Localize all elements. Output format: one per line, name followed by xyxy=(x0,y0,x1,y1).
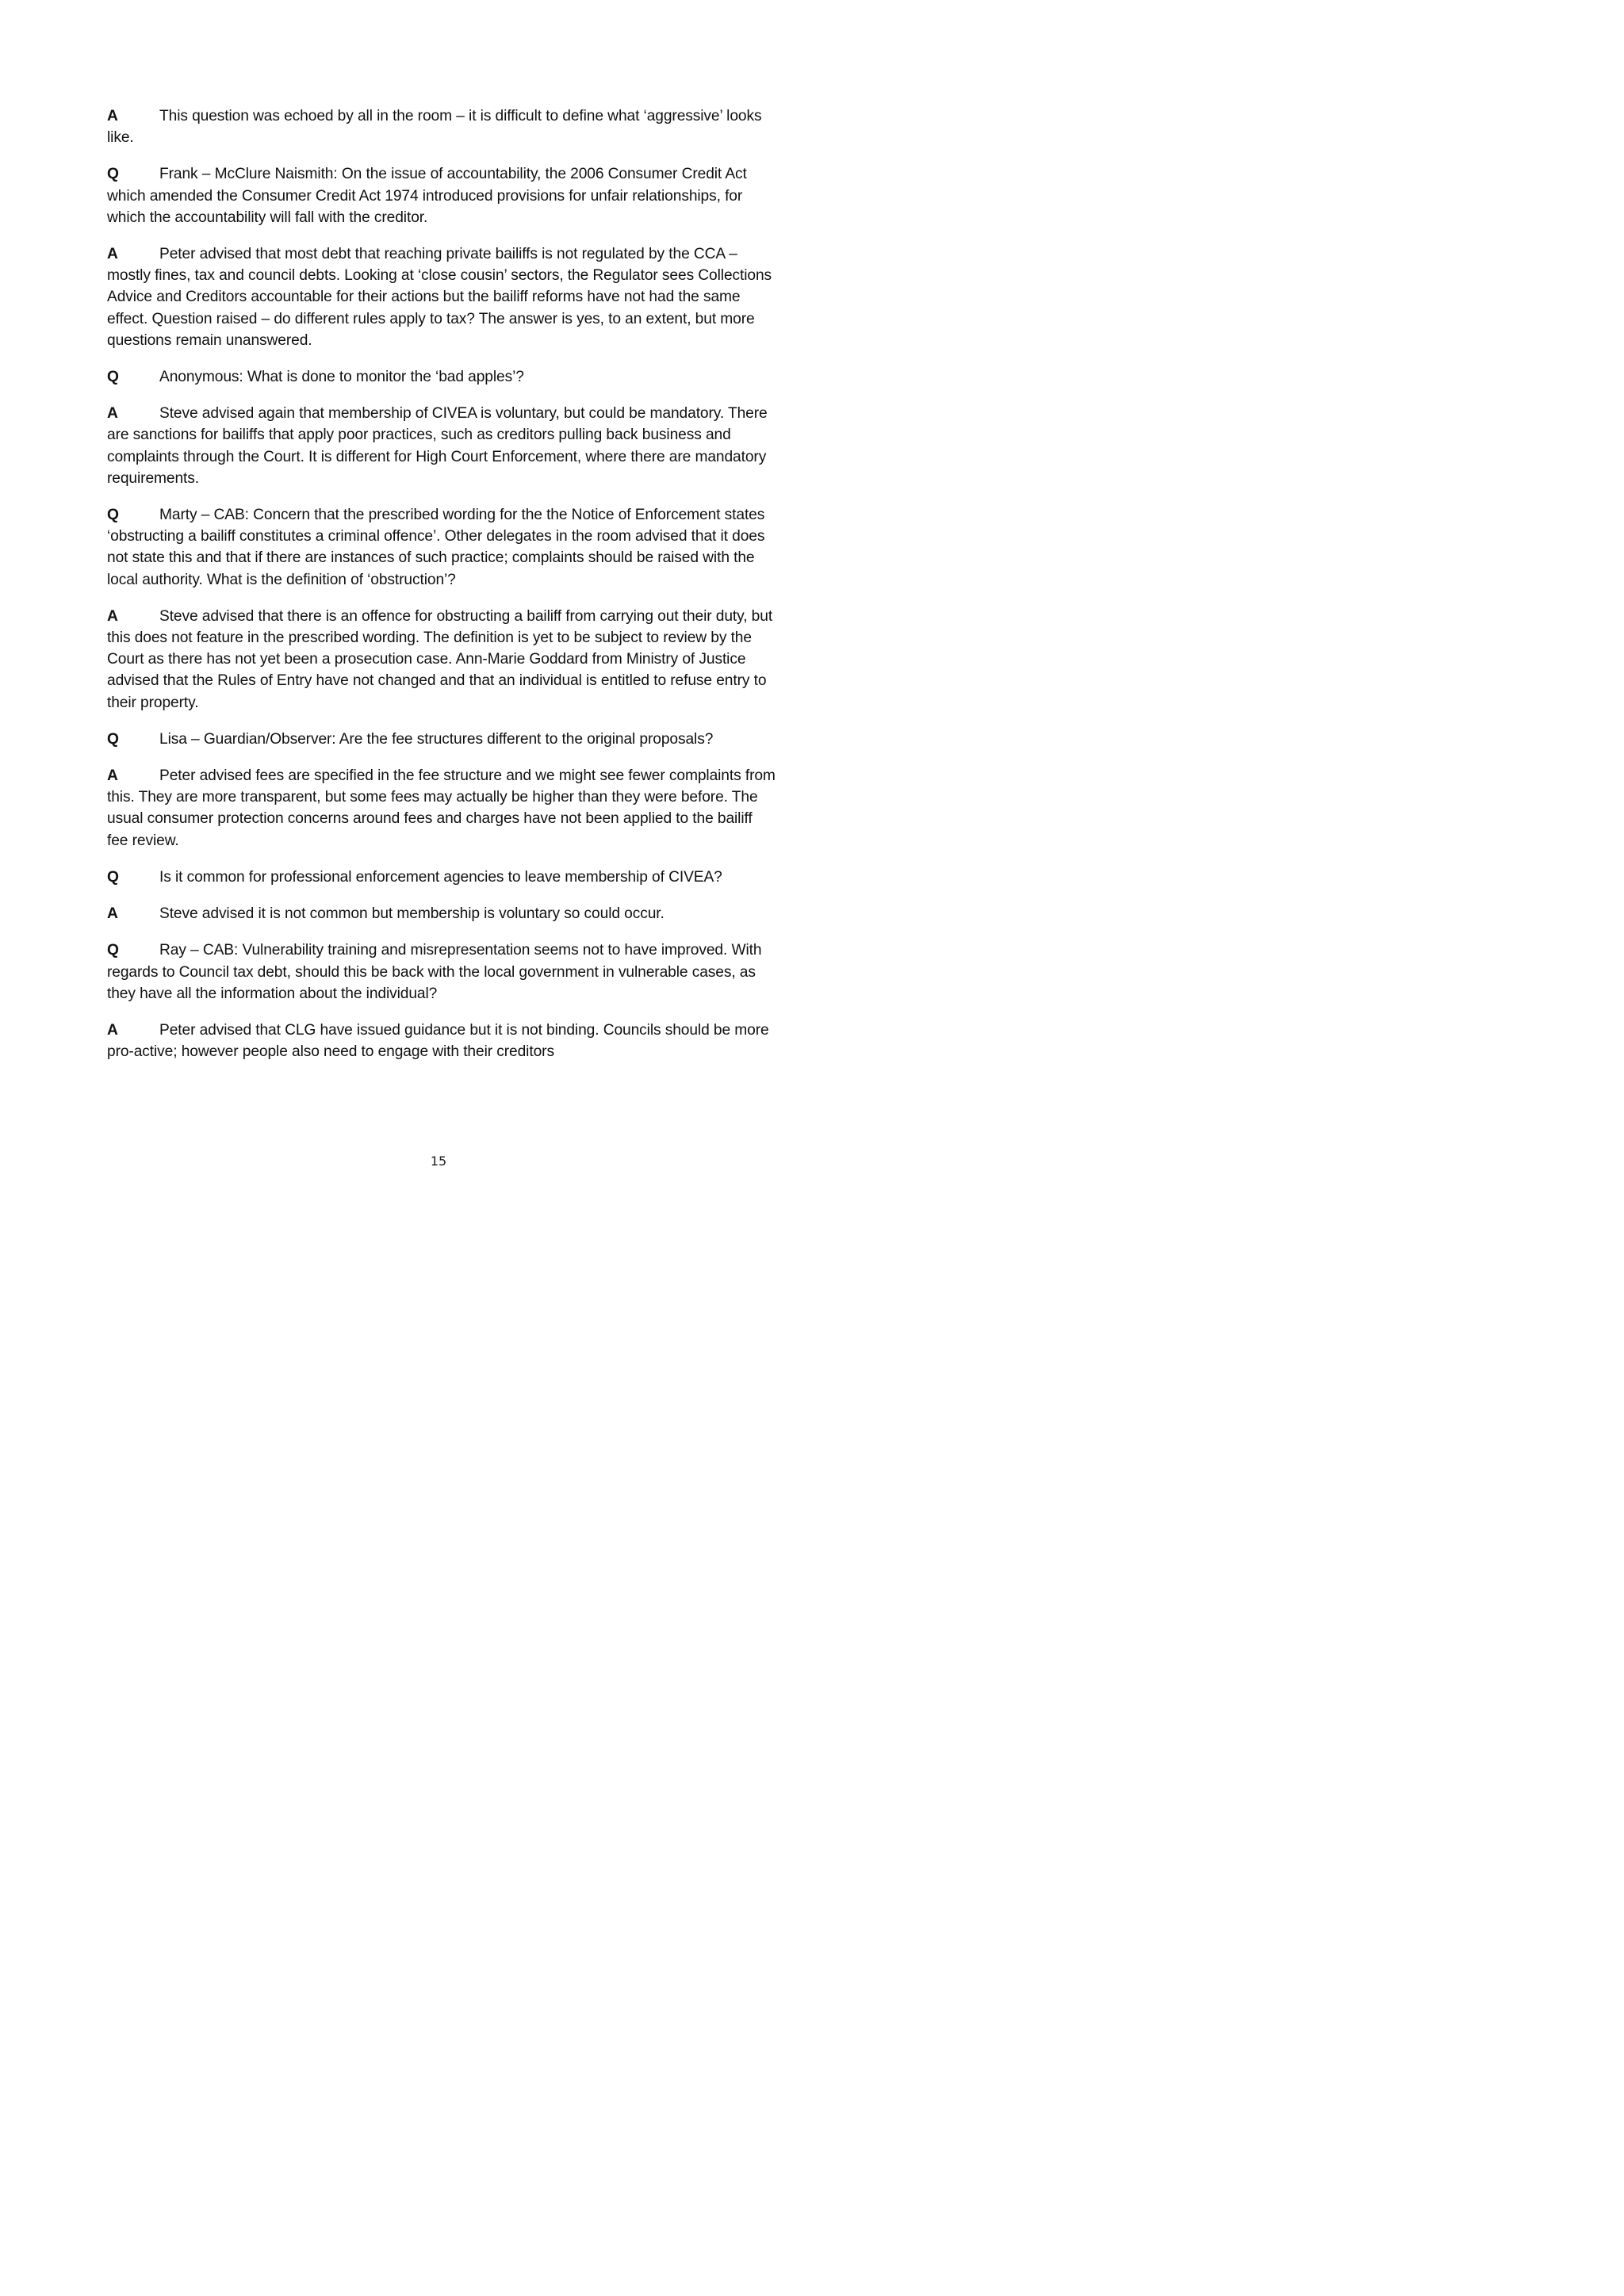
question-text: Anonymous: What is done to monitor the ‘bad apples’? xyxy=(159,369,524,386)
question-paragraph xyxy=(107,729,777,750)
question-paragraph xyxy=(107,366,777,388)
answer-text: Steve advised it is not common but membership is voluntary so could occur. xyxy=(159,905,665,923)
question-paragraph xyxy=(107,939,777,1004)
answer-text: Steve advised again that membership of CIVEA is voluntary, but could be mandatory. There are sanctions for bailiffs that apply poor practices, such as creditors pulling back business and complaints through the Court. It is different for High Court Enforcement, where there are mandatory requirements. xyxy=(107,405,768,487)
question-marker: Q xyxy=(107,942,119,959)
answer-marker: A xyxy=(107,905,118,923)
question-marker: Q xyxy=(107,369,119,386)
question-paragraph xyxy=(107,504,777,591)
answer-marker: A xyxy=(107,246,118,263)
answer-text: Steve advised that there is an offence for obstructing a bailiff from carrying out their duty, but this does not feature in the prescribed wording. The definition is yet to be subject to review by the Court as there has not yet been a prosecution case. Ann-Marie Goddard from Ministry of Justice advised that the Rules of Entry have not changed and that an individual is entitled to refuse entry to their property. xyxy=(107,607,773,711)
answer-marker: A xyxy=(107,405,118,423)
question-paragraph xyxy=(107,867,777,888)
question-marker: Q xyxy=(107,730,119,748)
question-marker: Q xyxy=(107,166,119,183)
question-text: Ray – CAB: Vulnerability training and misrepresentation seems not to have improved. With regards to Council tax debt, should this be back with the local government in vulnerable cases, as they have all the information about the individual? xyxy=(107,942,762,1002)
answer-marker: A xyxy=(107,1021,118,1039)
question-paragraph xyxy=(107,163,777,228)
answer-text: Peter advised fees are specified in the fee structure and we might see fewer complaints from this. They are more transparent, but some fees may actually be higher than they were before. The usual consumer protection concerns around fees and charges have not been applied to the bailiff fee review. xyxy=(107,767,776,849)
answer-marker: A xyxy=(107,767,118,785)
question-marker: Q xyxy=(107,868,119,886)
answer-marker: A xyxy=(107,108,118,124)
answer-marker: A xyxy=(107,607,118,625)
answer-paragraph xyxy=(107,606,777,714)
document-body xyxy=(107,105,777,1077)
answer-text: Peter advised that most debt that reaching private bailiffs is not regulated by the CCA – mostly fines, tax and council debts. Looking at ‘close cousin’ sectors, the Regulator sees Collections Advice and Creditors accountable for their actions but the bailiff reforms have not had the same effect. Question raised – do different rules apply to tax? The answer is yes, to an extent, but more questions remain unanswered. xyxy=(107,246,772,349)
answer-paragraph xyxy=(107,243,777,351)
answer-text: This question was echoed by all in the room – it is difficult to define what ‘aggressive’ looks like. xyxy=(107,108,762,147)
question-marker: Q xyxy=(107,507,119,524)
answer-paragraph xyxy=(107,765,777,851)
answer-paragraph xyxy=(107,105,777,148)
question-text: Is it common for professional enforcement agencies to leave membership of CIVEA? xyxy=(159,868,722,886)
page-number: 15 xyxy=(430,1154,447,1169)
question-text: Lisa – Guardian/Observer: Are the fee structures different to the original proposals? xyxy=(159,730,714,748)
question-text: Marty – CAB: Concern that the prescribed wording for the the Notice of Enforcement states ‘obstructing a bailiff constitutes a criminal offence’. Other delegates in the room advised that it does not state this and that if there are instances of such practice; complaints should be raised with the local authority. What is the definition of ‘obstruction’? xyxy=(107,507,765,588)
answer-paragraph xyxy=(107,403,777,489)
question-text: Frank – McClure Naismith: On the issue of accountability, the 2006 Consumer Credit Act which amended the Consumer Credit Act 1974 introduced provisions for unfair relationships, for which the accountability will fall with the creditor. xyxy=(107,166,747,226)
answer-text: Peter advised that CLG have issued guidance but it is not binding. Councils should be more pro-active; however people also need to engage with their creditors xyxy=(107,1021,769,1061)
answer-paragraph xyxy=(107,1020,777,1062)
answer-paragraph xyxy=(107,903,777,924)
